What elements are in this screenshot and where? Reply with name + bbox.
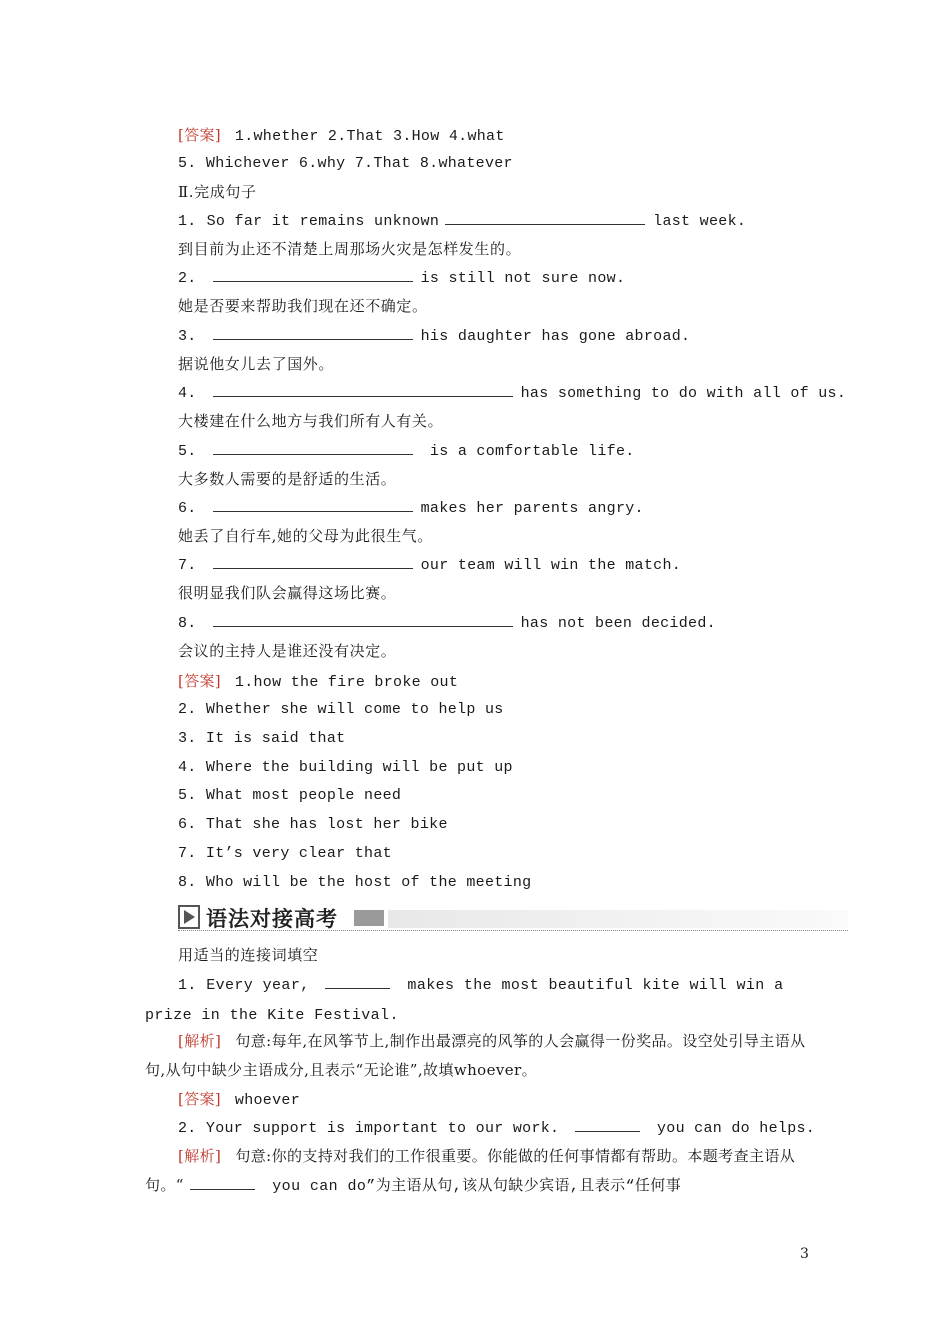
sentence-number: 5. [178,443,197,460]
sentence-5 [178,440,635,463]
sentence-suffix: our team will win the match. [420,557,682,574]
page-number: 3 [800,1246,809,1262]
sentence-suffix: is a comfortable life. [420,443,635,460]
answer2-line-3: 3. It is said that [178,730,346,747]
answer-blank[interactable] [213,440,413,455]
analysis-text-a: 句意:你的支持对我们的工作很重要。你能做的任何事情都有帮助。本题考查主语从句。“ [145,1147,796,1194]
answer2-line-8: 8. Who will be the host of the meeting [178,874,532,891]
sentence-suffix: last week. [653,213,747,230]
sentence-4 [178,382,846,405]
analysis-tag: [解析] [178,1147,222,1165]
answer-text: 1.how the fire broke out [234,674,459,691]
answer2-line-6: 6. That she has lost her bike [178,816,448,833]
analysis-tag: [解析] [178,1032,222,1050]
answer-blank[interactable] [213,267,413,282]
q2-analysis-blank [190,1175,255,1190]
banner-bar [354,910,384,926]
q2-blank[interactable] [575,1117,640,1132]
question-2 [178,1117,815,1140]
sentence-translation: 据说他女儿去了国外。 [178,355,335,373]
instruction: 用适当的连接词填空 [178,946,319,964]
answer-text: 1.whether 2.That 3.How 4.what [234,128,505,145]
section-title: Ⅱ.完成句子 [178,183,257,201]
q2-text-b: you can do helps. [647,1120,816,1137]
answer-tag: [答案] [178,1090,221,1108]
sentence-suffix: his daughter has gone abroad. [420,328,691,345]
sentence-7 [178,554,681,577]
analysis-text-b: you can do”为主语从句,该从句缺少宾语,且表示“任何事 [262,1178,682,1195]
sentence-translation: 大楼建在什么地方与我们所有人有关。 [178,412,444,430]
q1-analysis [145,1027,810,1085]
arrow-icon [184,910,195,924]
sentence-translation: 她丢了自行车,她的父母为此很生气。 [178,527,433,545]
q1-text-b: makes the most beautiful kite will win a prize in the Kite Festival. [145,977,784,1024]
answer-blank[interactable] [213,382,513,397]
sentence-number: 6. [178,500,197,517]
sentence-suffix: is still not sure now. [420,270,626,287]
q2-analysis [145,1142,810,1201]
section-banner [178,902,848,934]
answer-text: whoever [234,1092,301,1109]
answer-blank[interactable] [445,210,645,225]
sentence-1 [178,210,746,233]
answer2-line-1 [178,670,458,694]
sentence-number: 2. [178,270,197,287]
q1-blank[interactable] [325,974,390,989]
sentence-number: 3. [178,328,197,345]
answer-tag: [答案] [178,672,221,690]
answer2-line-7: 7. It’s very clear that [178,845,392,862]
answer-blank[interactable] [213,612,513,627]
banner-shade [388,910,848,928]
sentence-8 [178,612,716,635]
answer-blank[interactable] [213,554,413,569]
sentence-suffix: has not been decided. [520,615,716,632]
sentence-suffix: has something to do with all of us. [520,385,847,402]
answer2-line-2: 2. Whether she will come to help us [178,701,504,718]
banner-title: 语法对接高考 [206,907,338,931]
question-1 [145,970,810,1030]
sentence-number: 8. [178,615,197,632]
sentence-number: 1. [178,213,197,230]
sentence-2 [178,267,625,290]
banner-rule [178,930,848,931]
sentence-translation: 大多数人需要的是舒适的生活。 [178,470,397,488]
answer2-line-4: 4. Where the building will be put up [178,759,513,776]
q1-text-a: 1. Every year, [178,977,320,994]
sentence-translation: 很明显我们队会赢得这场比赛。 [178,584,397,602]
sentence-3 [178,325,690,348]
sentence-translation: 会议的主持人是谁还没有决定。 [178,642,397,660]
answer-tag: [答案] [178,126,221,144]
sentence-number: 4. [178,385,197,402]
answer-line-1 [178,124,505,148]
q2-text-a: 2. Your support is important to our work. [178,1120,569,1137]
answer2-line-5: 5. What most people need [178,787,402,804]
sentence-prefix: So far it remains unknown [206,213,440,230]
answer-blank[interactable] [213,325,413,340]
sentence-number: 7. [178,557,197,574]
q1-answer [178,1088,300,1112]
analysis-text: 句意:每年,在风筝节上,制作出最漂亮的风筝的人会赢得一份奖品。设空处引导主语从句,从句中缺少主语成分,且表示“无论谁”,故填whoever。 [145,1032,806,1079]
answer-line-2: 5. Whichever 6.why 7.That 8.whatever [178,155,513,172]
sentence-translation: 到目前为止还不清楚上周那场火灾是怎样发生的。 [178,240,522,258]
sentence-6 [178,497,644,520]
sentence-translation: 她是否要来帮助我们现在还不确定。 [178,297,428,315]
sentence-suffix: makes her parents angry. [420,500,644,517]
answer-blank[interactable] [213,497,413,512]
